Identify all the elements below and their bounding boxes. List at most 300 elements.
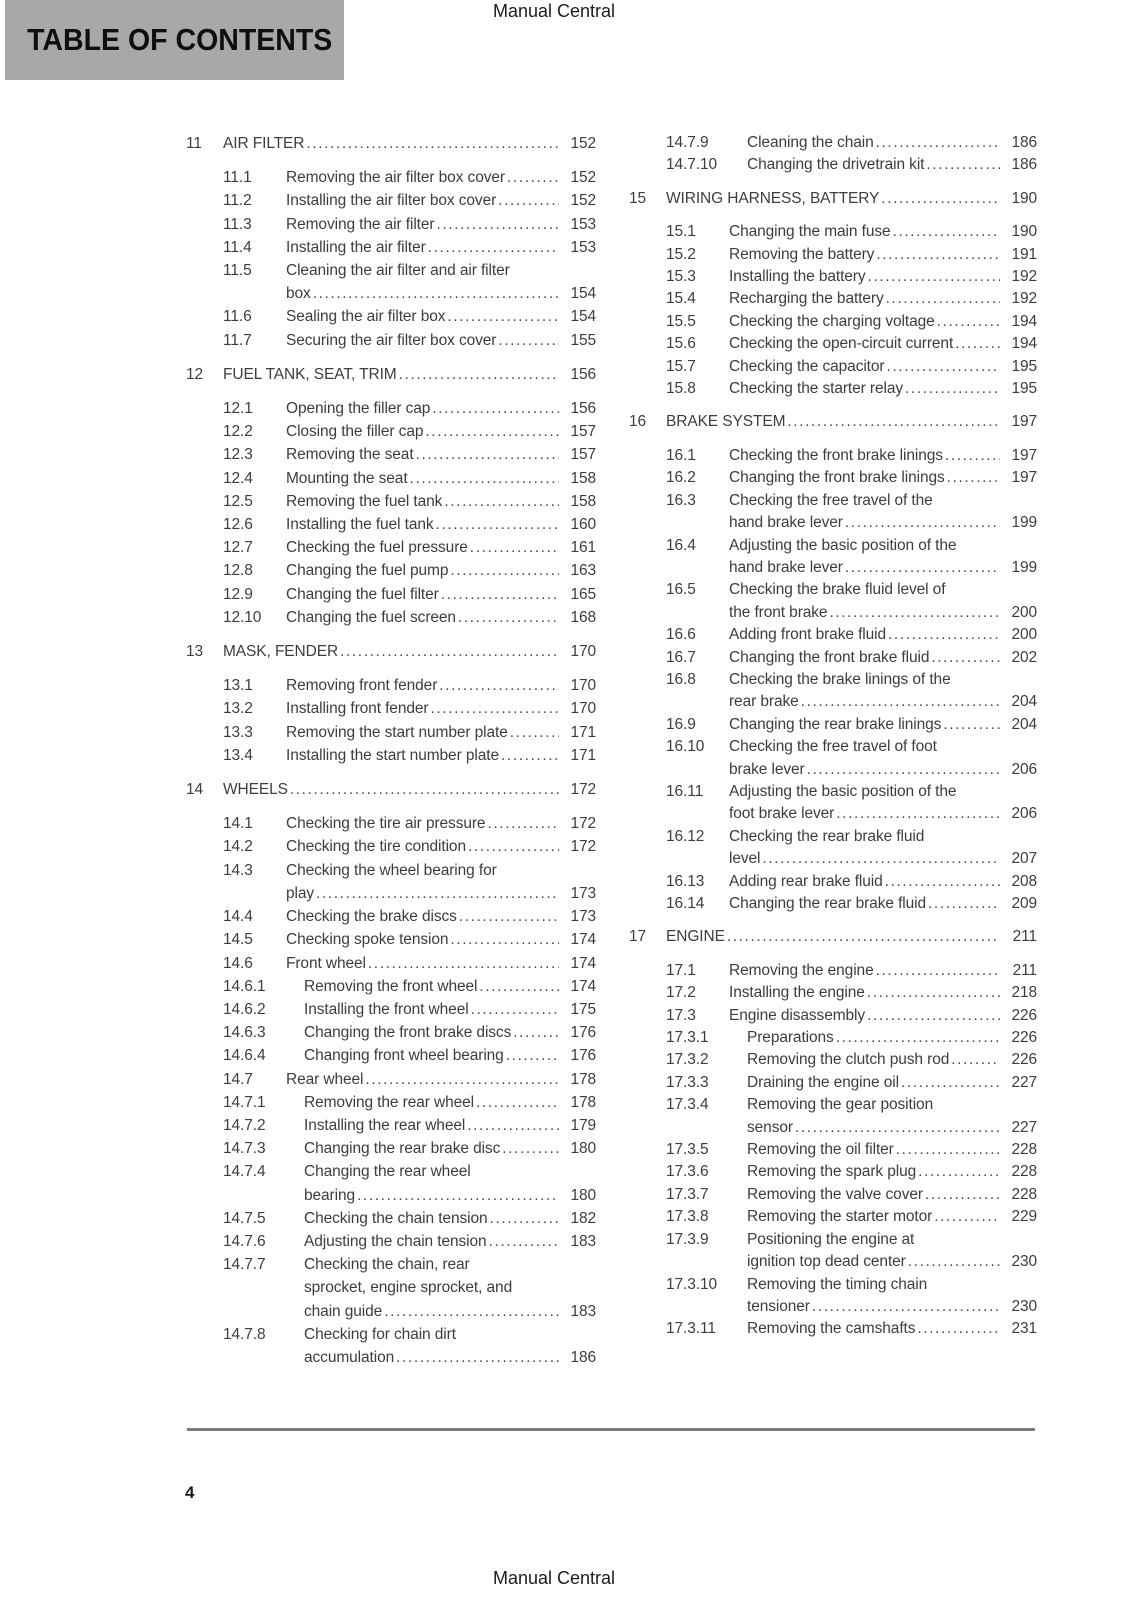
toc-item-line	[747, 1206, 1037, 1228]
toc-item-page: 154	[570, 308, 596, 326]
toc-item-number: 11.5	[223, 262, 252, 280]
toc-item-title: Changing the drivetrain kit	[747, 156, 925, 174]
toc-item-title: accumulation	[304, 1348, 395, 1366]
toc-entry-row	[186, 1230, 596, 1253]
toc-item-body	[286, 443, 596, 466]
toc-entry-row	[629, 1005, 1037, 1027]
toc-item-line	[729, 982, 1037, 1004]
toc-item-number: 17.3.6	[666, 1163, 709, 1181]
toc-item-page: 157	[570, 423, 596, 441]
toc-item-number: 12.4	[223, 469, 253, 487]
toc-item-page: 157	[570, 446, 596, 464]
toc-item-line	[729, 759, 1037, 781]
toc-item-page: 170	[570, 643, 596, 661]
leader-dots	[901, 1072, 1000, 1094]
toc-item-number: 17.3.8	[666, 1208, 709, 1226]
leader-dots	[306, 132, 559, 155]
document-title-header: Manual Central	[492, 1, 616, 21]
toc-item-title: Installing the front wheel	[304, 1000, 469, 1018]
toc-entry-row	[629, 535, 1037, 580]
toc-item-title: Checking the brake linings of the	[729, 670, 951, 688]
toc-entry-row	[186, 1044, 596, 1067]
toc-item-title: ENGINE	[666, 928, 725, 946]
toc-item-body	[747, 1139, 1037, 1161]
leader-dots	[926, 154, 1000, 176]
toc-item-title: Engine disassembly	[729, 1006, 866, 1024]
toc-item-body	[729, 266, 1037, 288]
toc-entry-row	[186, 1207, 596, 1230]
toc-item-body	[286, 513, 596, 536]
leader-dots	[917, 1318, 1000, 1340]
toc-item-body	[747, 1229, 1037, 1274]
toc-item-title: Closing the filler cap	[286, 423, 424, 441]
page-title: TABLE OF CONTENTS	[27, 22, 333, 57]
toc-item-body	[729, 624, 1037, 646]
toc-item-number: 14.1	[223, 815, 253, 833]
toc-entry-row	[186, 812, 596, 835]
toc-item-title: Removing the spark plug	[747, 1163, 917, 1181]
toc-item-number: 14.7.7	[223, 1256, 266, 1274]
toc-item-page: 192	[1011, 290, 1037, 308]
toc-item-number: 16.14	[666, 895, 705, 912]
toc-item-page: 195	[1011, 380, 1037, 398]
toc-entry-row	[186, 467, 596, 490]
toc-item-title: sprocket, engine sprocket, and	[304, 1279, 513, 1297]
toc-item-number: 12.3	[223, 446, 253, 464]
toc-item-body	[304, 998, 596, 1021]
toc-item-body	[286, 928, 596, 951]
toc-item-page: 226	[1011, 1006, 1037, 1024]
toc-item-title: hand brake lever	[729, 514, 843, 532]
toc-item-body	[286, 397, 596, 420]
leader-dots	[908, 1251, 1000, 1273]
toc-item-line	[666, 188, 1037, 210]
toc-item-line	[729, 266, 1037, 288]
toc-item-page: 186	[1011, 134, 1037, 151]
toc-item-number: 15.4	[666, 290, 696, 308]
toc-item-line	[747, 132, 1037, 154]
toc-item-line	[223, 640, 596, 663]
toc-item-page: 161	[570, 539, 596, 557]
toc-item-body	[729, 311, 1037, 333]
toc-item-line	[304, 1253, 596, 1276]
toc-item-title: rear brake	[729, 693, 799, 711]
toc-item-number: 12.7	[223, 539, 253, 557]
leader-dots	[425, 420, 559, 443]
toc-item-body	[286, 490, 596, 513]
toc-item-line	[729, 669, 1037, 691]
toc-item-line	[729, 467, 1037, 489]
toc-section-row	[186, 132, 596, 155]
toc-entry-row	[186, 1160, 596, 1206]
toc-item-number: 14.7.2	[223, 1116, 266, 1134]
toc-item-number: 14.2	[223, 838, 253, 856]
toc-item-line	[286, 583, 596, 606]
toc-item-body	[304, 975, 596, 998]
toc-entry-row	[186, 697, 596, 720]
toc-entry-row	[629, 333, 1037, 355]
toc-item-number: 14.6	[223, 954, 253, 972]
leader-dots	[450, 559, 559, 582]
toc-item-line	[286, 721, 596, 744]
toc-item-body	[286, 583, 596, 606]
leader-dots	[876, 132, 1000, 154]
toc-item-line	[286, 467, 596, 490]
leader-dots	[441, 583, 559, 606]
toc-item-number: 12.6	[223, 516, 253, 534]
toc-item-page: 192	[1011, 268, 1037, 286]
toc-item-page: 197	[1011, 446, 1037, 464]
toc-entry-row	[629, 467, 1037, 489]
toc-entry-row	[629, 378, 1037, 400]
toc-item-body	[729, 982, 1037, 1004]
toc-item-line	[286, 305, 596, 328]
leader-dots	[340, 640, 559, 663]
leader-dots	[410, 467, 559, 490]
toc-item-number: 14.4	[223, 908, 253, 926]
toc-item-body	[286, 1068, 596, 1091]
toc-item-line	[729, 691, 1037, 713]
toc-item-page: 156	[570, 400, 596, 418]
toc-item-number: 15.1	[666, 223, 696, 241]
leader-dots	[316, 882, 559, 905]
toc-item-page: 204	[1011, 693, 1037, 711]
leader-dots	[502, 1137, 559, 1160]
toc-item-body	[304, 1160, 596, 1206]
toc-entry-row	[186, 674, 596, 697]
leader-dots	[885, 871, 1000, 893]
toc-item-line	[729, 602, 1037, 624]
toc-item-body	[747, 1318, 1037, 1340]
toc-item-title: Installing the battery	[729, 268, 866, 286]
toc-item-title: Cleaning the air filter and air filter	[286, 262, 510, 280]
table-of-contents	[186, 132, 1037, 1369]
leader-dots	[507, 166, 559, 189]
toc-item-page: 174	[570, 931, 596, 949]
toc-item-title: Checking the chain, rear	[304, 1256, 470, 1274]
toc-item-line	[304, 1207, 596, 1230]
leader-dots	[801, 691, 1000, 713]
leader-dots	[876, 960, 1000, 982]
leader-dots	[476, 1091, 559, 1114]
leader-dots	[430, 697, 559, 720]
toc-item-title: Adjusting the basic position of the	[729, 536, 957, 554]
leader-dots	[905, 378, 1000, 400]
toc-item-number: 12.2	[223, 423, 253, 441]
toc-item-page: 186	[1011, 156, 1037, 174]
leader-dots	[836, 803, 1000, 825]
toc-item-title: hand brake lever	[729, 558, 843, 576]
toc-item-body	[304, 1253, 596, 1323]
toc-item-title: Removing the start number plate	[286, 723, 508, 741]
toc-item-page: 197	[1011, 469, 1037, 487]
toc-entry-row	[186, 1323, 596, 1369]
leader-dots	[896, 1139, 1000, 1161]
toc-item-number: 11.6	[223, 308, 252, 326]
toc-item-line	[747, 154, 1037, 176]
toc-entry-row	[629, 1184, 1037, 1206]
toc-entry-row	[629, 1274, 1037, 1319]
toc-item-line	[729, 512, 1037, 534]
toc-item-line	[304, 1323, 596, 1346]
toc-item-body	[729, 333, 1037, 355]
toc-item-number: 13.3	[223, 723, 253, 741]
toc-entry-row	[629, 244, 1037, 266]
toc-item-page: 163	[570, 562, 596, 580]
toc-item-body	[286, 259, 596, 305]
toc-entry-row	[186, 490, 596, 513]
toc-item-page: 191	[1011, 245, 1037, 263]
toc-item-line	[286, 443, 596, 466]
leader-dots	[365, 1068, 559, 1091]
toc-item-page: 231	[1011, 1320, 1037, 1338]
toc-item-page: 179	[570, 1116, 596, 1134]
toc-item-title: Checking the free travel of foot	[729, 738, 937, 756]
toc-item-line	[286, 513, 596, 536]
toc-section-row	[186, 778, 596, 801]
toc-item-body	[304, 1323, 596, 1369]
toc-item-line	[747, 1094, 1037, 1116]
toc-item-number: 16	[629, 413, 647, 431]
toc-item-title: foot brake lever	[729, 805, 835, 823]
toc-item-title: Checking the open-circuit current	[729, 335, 954, 353]
toc-item-page: 168	[570, 608, 596, 626]
toc-item-line	[286, 166, 596, 189]
toc-item-page: 197	[1011, 413, 1037, 431]
toc-item-title: Changing the front brake fluid	[729, 648, 930, 666]
toc-entry-row	[629, 669, 1037, 714]
leader-dots	[888, 624, 1000, 646]
toc-item-line	[729, 490, 1037, 512]
toc-item-page: 195	[1011, 357, 1037, 375]
toc-item-number: 15.8	[666, 380, 696, 398]
toc-item-page: 154	[570, 285, 596, 303]
toc-item-body	[729, 960, 1037, 982]
toc-item-line	[304, 1044, 596, 1067]
toc-section-row	[629, 411, 1037, 433]
toc-item-title: ignition top dead center	[747, 1253, 906, 1271]
toc-item-number: 14.7.8	[223, 1325, 266, 1343]
toc-item-title: box	[286, 285, 311, 303]
leader-dots	[951, 1049, 1000, 1071]
toc-item-number: 11.7	[223, 331, 252, 349]
toc-entry-row	[186, 559, 596, 582]
toc-item-title: Checking the brake fluid level of	[729, 581, 946, 599]
toc-entry-row	[186, 606, 596, 629]
toc-item-title: Removing the engine	[729, 961, 874, 979]
toc-item-title: the front brake	[729, 603, 828, 621]
toc-item-number: 16.11	[666, 782, 704, 800]
toc-entry-row	[186, 397, 596, 420]
toc-item-page: 158	[570, 469, 596, 487]
toc-item-body	[729, 826, 1037, 871]
toc-item-body	[747, 132, 1037, 154]
leader-dots	[416, 443, 559, 466]
toc-item-line	[747, 1296, 1037, 1318]
toc-entry-row	[629, 1206, 1037, 1228]
toc-entry-row	[186, 721, 596, 744]
toc-item-body	[729, 579, 1037, 624]
leader-dots	[829, 602, 1000, 624]
toc-item-line	[286, 559, 596, 582]
leader-dots	[876, 244, 1000, 266]
toc-item-body	[729, 669, 1037, 714]
toc-item-body	[304, 1021, 596, 1044]
toc-item-number: 14.6.2	[223, 1000, 266, 1018]
toc-item-body	[747, 1027, 1037, 1049]
toc-item-number: 14.5	[223, 931, 253, 949]
toc-item-page: 156	[570, 365, 596, 383]
toc-item-line	[286, 882, 596, 905]
toc-item-number: 15.6	[666, 335, 696, 353]
leader-dots	[490, 1207, 559, 1230]
toc-item-number: 16.7	[666, 648, 696, 666]
toc-entry-row	[629, 826, 1037, 871]
toc-item-body	[747, 1094, 1037, 1139]
toc-item-title: bearing	[304, 1186, 356, 1204]
leader-dots	[501, 744, 559, 767]
leader-dots	[881, 188, 1000, 210]
toc-item-body	[747, 1274, 1037, 1319]
toc-item-line	[747, 1274, 1037, 1296]
toc-entry-row	[186, 583, 596, 606]
toc-entry-row	[629, 154, 1037, 176]
toc-entry-row	[186, 1091, 596, 1114]
toc-entry-row	[186, 952, 596, 975]
toc-item-body	[286, 536, 596, 559]
toc-item-page: 199	[1011, 514, 1037, 532]
toc-item-number: 13.2	[223, 700, 253, 718]
toc-item-title: Removing the seat	[286, 446, 414, 464]
toc-item-line	[286, 236, 596, 259]
toc-entry-row	[629, 624, 1037, 646]
leader-dots	[498, 189, 559, 212]
leader-dots	[845, 512, 1000, 534]
toc-item-title: BRAKE SYSTEM	[666, 413, 786, 431]
toc-item-line	[729, 244, 1037, 266]
leader-dots	[945, 445, 1000, 467]
leader-dots	[787, 411, 1000, 433]
toc-item-number: 17.3.2	[666, 1051, 709, 1069]
toc-item-page: 200	[1011, 626, 1037, 644]
toc-entry-row	[629, 1049, 1037, 1071]
toc-item-body	[666, 411, 1037, 433]
toc-item-title: Changing the front brake linings	[729, 469, 945, 487]
toc-item-title: Changing the front brake discs	[304, 1024, 512, 1042]
toc-item-body	[286, 835, 596, 858]
leader-dots	[313, 282, 559, 305]
toc-entry-row	[629, 1027, 1037, 1049]
toc-item-number: 16.1	[666, 446, 696, 464]
toc-item-line	[729, 848, 1037, 870]
toc-item-page: 171	[570, 723, 596, 741]
toc-item-number: 17	[629, 928, 647, 946]
toc-item-body	[286, 697, 596, 720]
toc-item-number: 15.3	[666, 268, 696, 286]
toc-item-page: 176	[570, 1047, 596, 1065]
toc-item-page: 173	[570, 884, 596, 902]
toc-item-page: 227	[1011, 1073, 1037, 1091]
toc-item-title: level	[729, 850, 761, 868]
toc-entry-row	[629, 1072, 1037, 1094]
toc-item-title: Removing the timing chain	[747, 1275, 928, 1293]
toc-item-line	[729, 288, 1037, 310]
toc-item-page: 152	[570, 135, 596, 152]
toc-item-line	[286, 928, 596, 951]
toc-entry-row	[629, 871, 1037, 893]
leader-dots	[893, 221, 1000, 243]
toc-item-body	[286, 905, 596, 928]
toc-item-line	[747, 1049, 1037, 1071]
toc-item-page: 207	[1011, 850, 1037, 868]
toc-item-line	[729, 557, 1037, 579]
leader-dots	[925, 1184, 1000, 1206]
toc-item-number: 16.10	[666, 738, 705, 756]
toc-item-body	[286, 467, 596, 490]
toc-entry-row	[629, 736, 1037, 781]
toc-entry-row	[629, 445, 1037, 467]
toc-section-row	[186, 640, 596, 663]
leader-dots	[886, 288, 1000, 310]
leader-dots	[762, 848, 1000, 870]
leader-dots	[479, 975, 559, 998]
toc-item-title: Removing the gear position	[747, 1096, 934, 1114]
toc-item-title: WIRING HARNESS, BATTERY	[666, 189, 880, 207]
toc-item-body	[729, 445, 1037, 467]
leader-dots	[807, 759, 1000, 781]
toc-item-number: 11.4	[223, 238, 252, 256]
toc-item-line	[304, 998, 596, 1021]
toc-item-title: Installing the rear wheel	[304, 1116, 466, 1134]
toc-entry-row	[629, 893, 1037, 915]
toc-item-line	[286, 329, 596, 352]
toc-item-line	[729, 624, 1037, 646]
toc-item-body	[747, 1072, 1037, 1094]
toc-item-number: 16.6	[666, 626, 696, 644]
leader-dots	[867, 1005, 1000, 1027]
toc-item-number: 17.1	[666, 961, 696, 979]
toc-item-number: 17.3.4	[666, 1096, 709, 1114]
toc-item-line	[286, 536, 596, 559]
toc-item-line	[747, 1117, 1037, 1139]
toc-item-line	[223, 363, 596, 386]
toc-entry-row	[186, 189, 596, 212]
toc-item-body	[286, 329, 596, 352]
toc-item-body	[729, 221, 1037, 243]
toc-item-body	[729, 535, 1037, 580]
toc-item-number: 16.8	[666, 670, 696, 688]
toc-entry-row	[186, 998, 596, 1021]
toc-item-page: 190	[1011, 189, 1037, 207]
toc-item-page: 155	[570, 331, 596, 349]
toc-item-title: Changing the rear brake disc	[304, 1140, 501, 1158]
toc-item-title: AIR FILTER	[223, 135, 305, 152]
toc-entry-row	[629, 288, 1037, 310]
toc-item-body	[286, 559, 596, 582]
toc-entry-row	[186, 1021, 596, 1044]
toc-item-title: Removing the air filter box cover	[286, 169, 505, 187]
toc-item-page: 186	[570, 1348, 596, 1366]
toc-item-body	[747, 1161, 1037, 1183]
leader-dots	[468, 835, 559, 858]
toc-item-body	[729, 736, 1037, 781]
toc-item-page: 165	[570, 585, 596, 603]
toc-item-title: Securing the air filter box cover	[286, 331, 497, 349]
toc-item-body	[304, 1114, 596, 1137]
toc-entry-row	[186, 536, 596, 559]
toc-item-line	[286, 952, 596, 975]
toc-item-number: 11.3	[223, 215, 252, 233]
